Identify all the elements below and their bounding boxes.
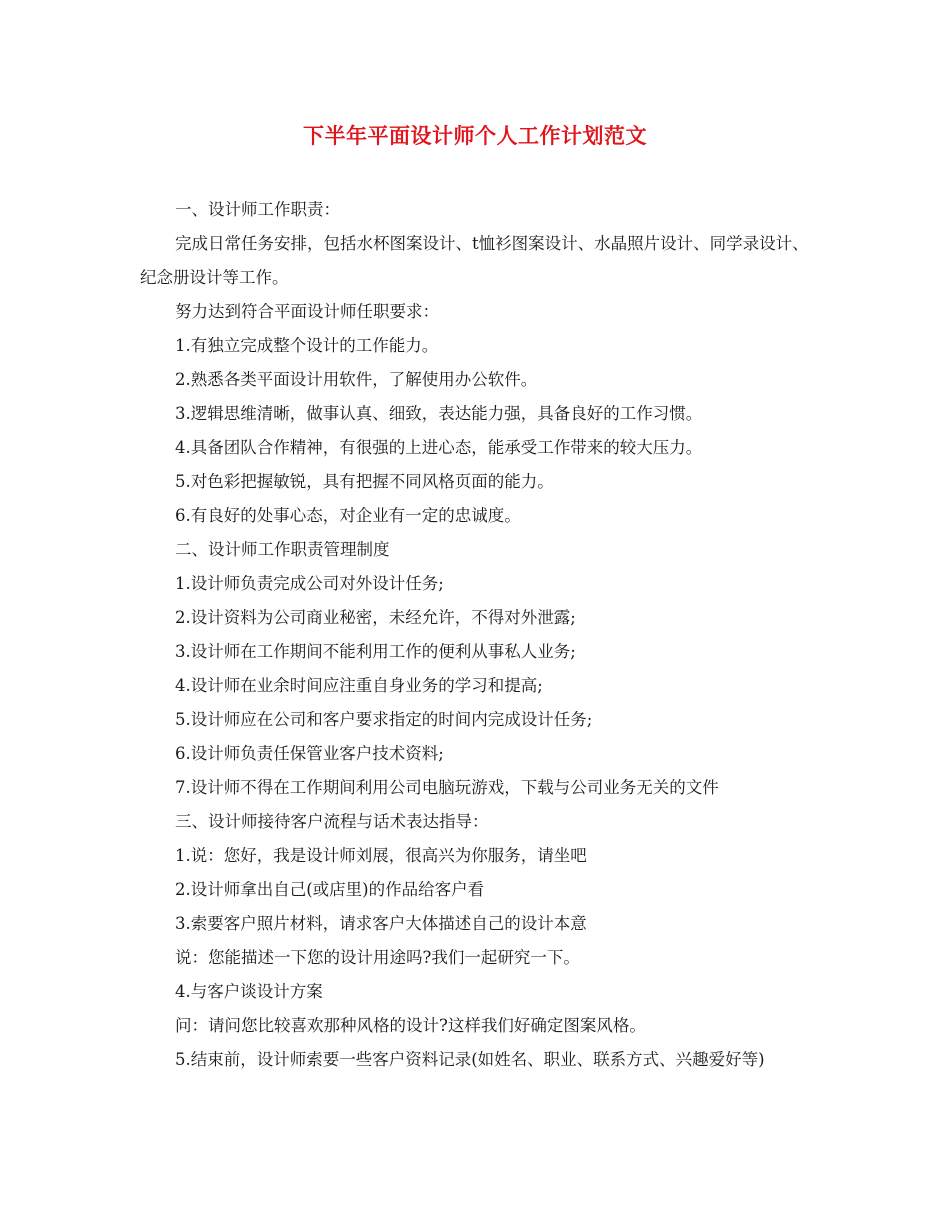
section-heading-1: 一、设计师工作职责： — [175, 200, 340, 219]
body-paragraph: 说：您能描述一下您的设计用途吗?我们一起研究一下。 — [175, 948, 580, 967]
document-title: 下半年平面设计师个人工作计划范文 — [303, 124, 647, 148]
list-item: 6.有良好的处事心态，对企业有一定的忠诚度。 — [175, 506, 521, 525]
list-item: 4.具备团队合作精神，有很强的上进心态，能承受工作带来的较大压力。 — [175, 438, 703, 457]
list-item: 4.与客户谈设计方案 — [175, 982, 323, 1001]
list-item: 3.逻辑思维清晰，做事认真、细致，表达能力强，具备良好的工作习惯。 — [175, 404, 703, 423]
list-item: 5.设计师应在公司和客户要求指定的时间内完成设计任务; — [175, 710, 593, 729]
list-item: 5.对色彩把握敏锐，具有把握不同风格页面的能力。 — [175, 472, 554, 491]
body-paragraph: 努力达到符合平面设计师任职要求： — [175, 302, 439, 321]
list-item: 2.熟悉各类平面设计用软件，了解使用办公软件。 — [175, 370, 538, 389]
document-body — [140, 193, 820, 1077]
list-item: 3.索要客户照片材料，请求客户大体描述自己的设计本意 — [175, 914, 587, 933]
section-heading-3: 三、设计师接待客户流程与话术表达指导： — [175, 812, 489, 831]
list-item: 1.设计师负责完成公司对外设计任务; — [175, 574, 444, 593]
list-item: 7.设计师不得在工作期间利用公司电脑玩游戏，下载与公司业务无关的文件 — [175, 778, 719, 797]
list-item: 6.设计师负责任保管业客户技术资料; — [175, 744, 444, 763]
body-paragraph: 完成日常任务安排，包括水杯图案设计、t恤衫图案设计、水晶照片设计、同学录设计、纪念册设计等工作。 — [140, 234, 809, 287]
list-item: 1.说：您好，我是设计师刘展，很高兴为你服务，请坐吧 — [175, 846, 587, 865]
section-heading-2: 二、设计师工作职责管理制度 — [175, 540, 390, 559]
list-item: 4.设计师在业余时间应注重自身业务的学习和提高; — [175, 676, 543, 695]
list-item: 2.设计师拿出自己(或店里)的作品给客户看 — [175, 880, 485, 899]
list-item: 2.设计资料为公司商业秘密，未经允许，不得对外泄露; — [175, 608, 576, 627]
list-item: 1.有独立完成整个设计的工作能力。 — [175, 336, 439, 355]
list-item: 3.设计师在工作期间不能利用工作的便利从事私人业务; — [175, 642, 576, 661]
list-item: 5.结束前，设计师索要一些客户资料记录(如姓名、职业、联系方式、兴趣爱好等) — [175, 1050, 765, 1069]
body-paragraph: 问：请问您比较喜欢那种风格的设计?这样我们好确定图案风格。 — [175, 1016, 646, 1035]
